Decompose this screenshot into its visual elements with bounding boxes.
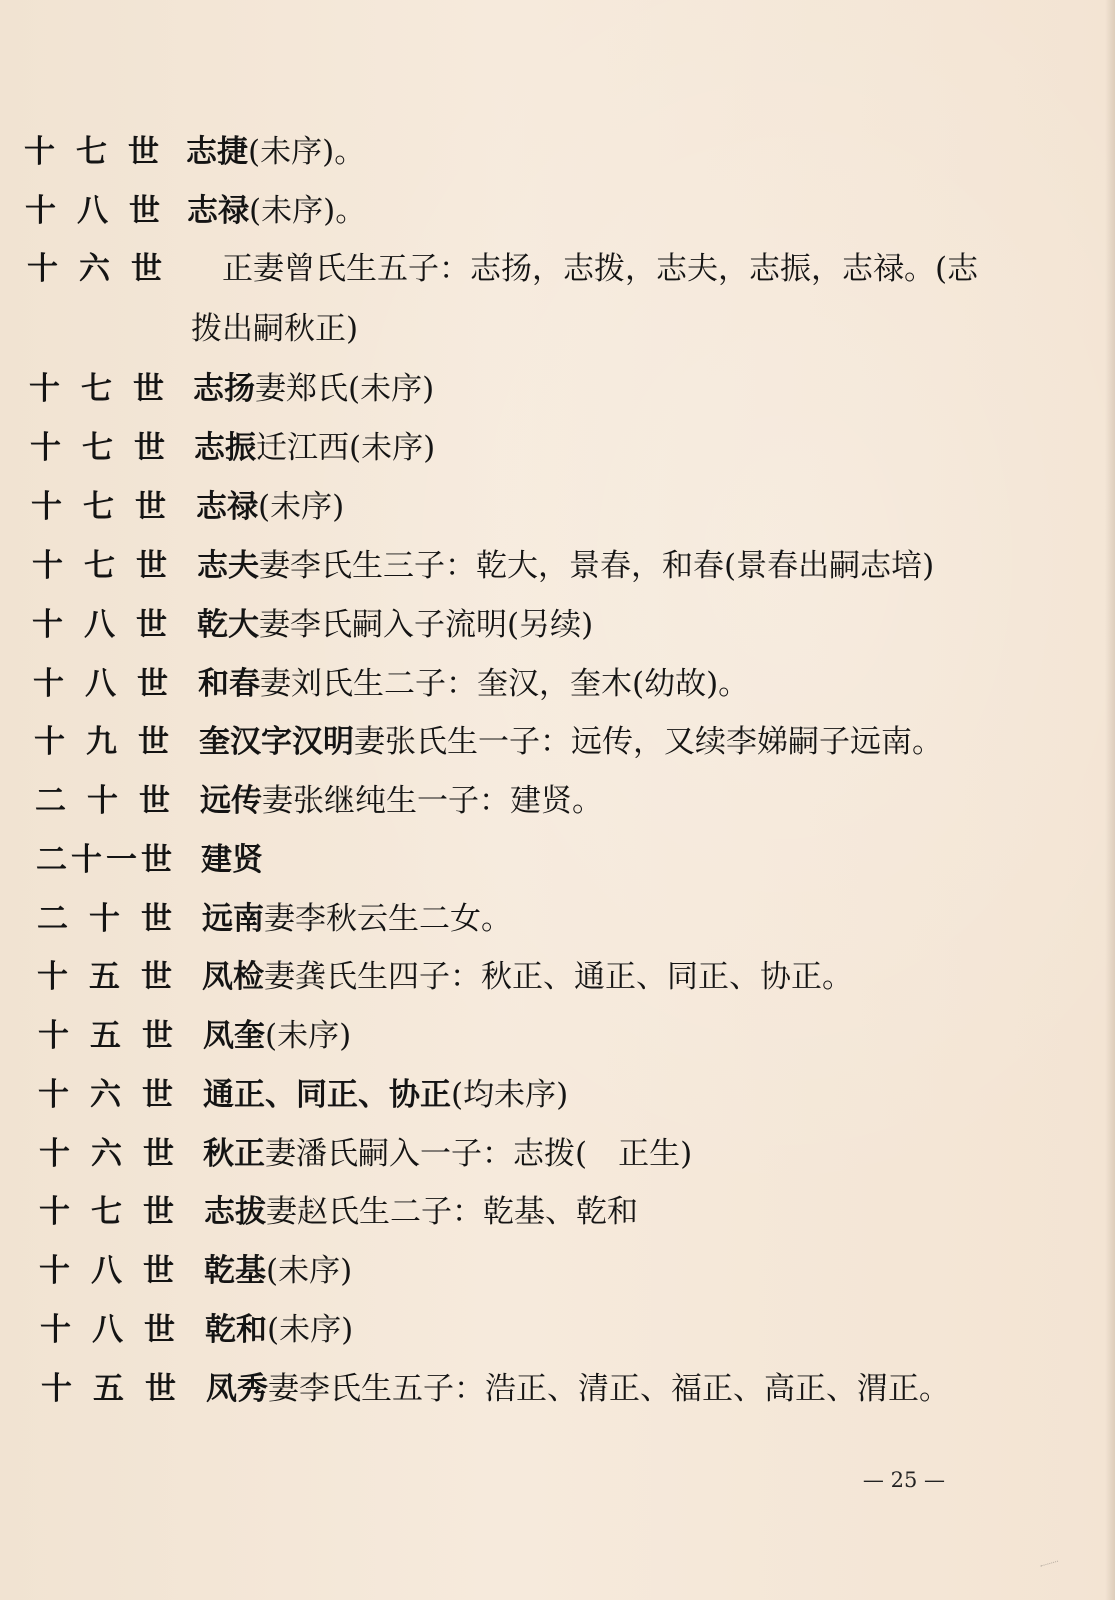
entry-text bbox=[204, 1192, 638, 1232]
generation-label: 十六世 bbox=[38, 1077, 173, 1113]
entry-detail: (未序) bbox=[267, 1312, 354, 1348]
person-name: 乾大 bbox=[197, 607, 259, 643]
entry-detail: 妻张继纯生一子：建贤。 bbox=[262, 783, 603, 819]
person-name: 志禄 bbox=[196, 489, 258, 525]
person-name: 志夫 bbox=[197, 548, 259, 584]
entry-text bbox=[201, 840, 263, 880]
person-name: 奎汉字汉明 bbox=[199, 724, 354, 760]
person-name: 秋正 bbox=[203, 1136, 265, 1172]
entry-detail: 迁江西(未序) bbox=[256, 430, 436, 466]
generation-label: 十七世 bbox=[24, 134, 159, 170]
entry-text bbox=[197, 605, 593, 645]
entry-text bbox=[194, 428, 435, 468]
entry-text bbox=[202, 957, 853, 997]
generation-label: 十七世 bbox=[30, 430, 165, 466]
genealogy-entry bbox=[29, 369, 1029, 413]
person-name: 凤秀 bbox=[206, 1371, 268, 1407]
person-name: 志禄 bbox=[187, 193, 249, 229]
person-name: 志扬 bbox=[193, 371, 255, 407]
genealogy-entry bbox=[32, 546, 1032, 590]
entry-detail: (未序)。 bbox=[249, 193, 367, 229]
generation-label: 十六世 bbox=[39, 1136, 174, 1172]
genealogy-entry bbox=[27, 249, 1027, 349]
genealogy-entry bbox=[38, 1016, 1038, 1060]
entry-text bbox=[186, 132, 365, 172]
entry-text bbox=[193, 369, 434, 409]
entry-text bbox=[197, 546, 934, 586]
entry-detail: 妻李秋云生二女。 bbox=[264, 901, 512, 937]
genealogy-entry bbox=[30, 428, 1030, 472]
generation-label: 十六世 bbox=[27, 251, 162, 287]
person-name: 乾基 bbox=[204, 1253, 266, 1289]
entry-text bbox=[206, 1369, 950, 1409]
entry-text bbox=[199, 722, 943, 762]
genealogy-entry bbox=[24, 132, 1024, 176]
genealogy-entry bbox=[35, 781, 1035, 825]
entry-detail: 妻刘氏生二子：奎汉，奎木(幼故)。 bbox=[260, 666, 750, 702]
generation-label: 十八世 bbox=[39, 1253, 174, 1289]
entry-text bbox=[187, 191, 366, 231]
genealogy-entry bbox=[39, 1192, 1039, 1236]
entry-detail: 妻张氏生一子：远传，又续李娣嗣子远南。 bbox=[354, 724, 943, 760]
entry-detail: (未序) bbox=[265, 1018, 352, 1054]
genealogy-entry bbox=[33, 664, 1033, 708]
entry-text bbox=[203, 1016, 351, 1056]
entry-text bbox=[205, 1310, 353, 1350]
genealogy-entry bbox=[36, 840, 1036, 884]
entry-detail: 妻李氏生五子：浩正、清正、福正、高正、渭正。 bbox=[268, 1371, 950, 1407]
generation-label: 十九世 bbox=[34, 724, 169, 760]
generation-label: 二十一世 bbox=[36, 842, 171, 878]
generation-label: 十七世 bbox=[32, 548, 167, 584]
entry-text bbox=[203, 1134, 692, 1174]
person-name: 志拔 bbox=[204, 1194, 266, 1230]
person-name: 凤奎 bbox=[203, 1018, 265, 1054]
entry-text bbox=[222, 249, 978, 289]
entry-detail: (均未序) bbox=[451, 1077, 569, 1113]
generation-label: 二十世 bbox=[37, 901, 172, 937]
entry-detail: 妻郑氏(未序) bbox=[255, 371, 435, 407]
generation-label: 十七世 bbox=[29, 371, 164, 407]
person-name: 志捷 bbox=[186, 134, 248, 170]
entry-text bbox=[202, 899, 512, 939]
entry-detail: 妻李氏生三子：乾大，景春，和春(景春出嗣志培) bbox=[259, 548, 935, 584]
genealogy-entry bbox=[39, 1134, 1039, 1178]
genealogy-entry bbox=[41, 1369, 1041, 1413]
entry-detail: 妻龚氏生四子：秋正、通正、同正、协正。 bbox=[264, 959, 853, 995]
person-name: 乾和 bbox=[205, 1312, 267, 1348]
genealogy-entry bbox=[38, 1075, 1038, 1119]
person-name: 通正、同正、协正 bbox=[203, 1077, 451, 1113]
generation-label: 二十世 bbox=[35, 783, 170, 819]
genealogy-entry bbox=[32, 605, 1032, 649]
genealogy-entry bbox=[25, 191, 1025, 235]
page-number: — 25 — bbox=[862, 1468, 945, 1492]
entry-detail: (未序) bbox=[266, 1253, 353, 1289]
genealogy-entry bbox=[37, 957, 1037, 1001]
generation-label: 十八世 bbox=[32, 607, 167, 643]
entry-detail: 妻李氏嗣入子流明(另续) bbox=[259, 607, 594, 643]
person-name: 远南 bbox=[202, 901, 264, 937]
generation-label: 十八世 bbox=[40, 1312, 175, 1348]
generation-label: 十五世 bbox=[38, 1018, 173, 1054]
entry-text bbox=[198, 664, 749, 704]
entry-text bbox=[200, 781, 603, 821]
person-name: 建贤 bbox=[201, 842, 263, 878]
entry-detail: (未序)。 bbox=[248, 134, 366, 170]
generation-label: 十七世 bbox=[31, 489, 166, 525]
generation-label: 十八世 bbox=[33, 666, 168, 702]
entry-text bbox=[204, 1251, 352, 1291]
genealogy-entry bbox=[37, 899, 1037, 943]
genealogy-entry bbox=[31, 487, 1031, 531]
generation-label: 十五世 bbox=[37, 959, 172, 995]
entry-text bbox=[203, 1075, 568, 1115]
entry-detail: (未序) bbox=[258, 489, 345, 525]
genealogy-entry bbox=[40, 1310, 1040, 1354]
entry-detail: 妻赵氏生二子：乾基、乾和 bbox=[266, 1194, 638, 1230]
entry-text bbox=[196, 487, 344, 527]
entry-detail: 正妻曾氏生五子：志扬，志拨，志夫，志振，志禄。(志 bbox=[222, 251, 979, 287]
generation-label: 十八世 bbox=[25, 193, 160, 229]
entry-detail: 妻潘氏嗣入一子：志拨( 正生) bbox=[265, 1136, 693, 1172]
person-name: 和春 bbox=[198, 666, 260, 702]
person-name: 凤检 bbox=[202, 959, 264, 995]
generation-label: 十七世 bbox=[39, 1194, 174, 1230]
person-name: 志振 bbox=[194, 430, 256, 466]
person-name: 远传 bbox=[200, 783, 262, 819]
genealogy-entry bbox=[39, 1251, 1039, 1295]
genealogy-entry bbox=[34, 722, 1034, 766]
entry-continuation: 拨出嗣秋正) bbox=[191, 311, 359, 347]
generation-label: 十五世 bbox=[41, 1371, 176, 1407]
